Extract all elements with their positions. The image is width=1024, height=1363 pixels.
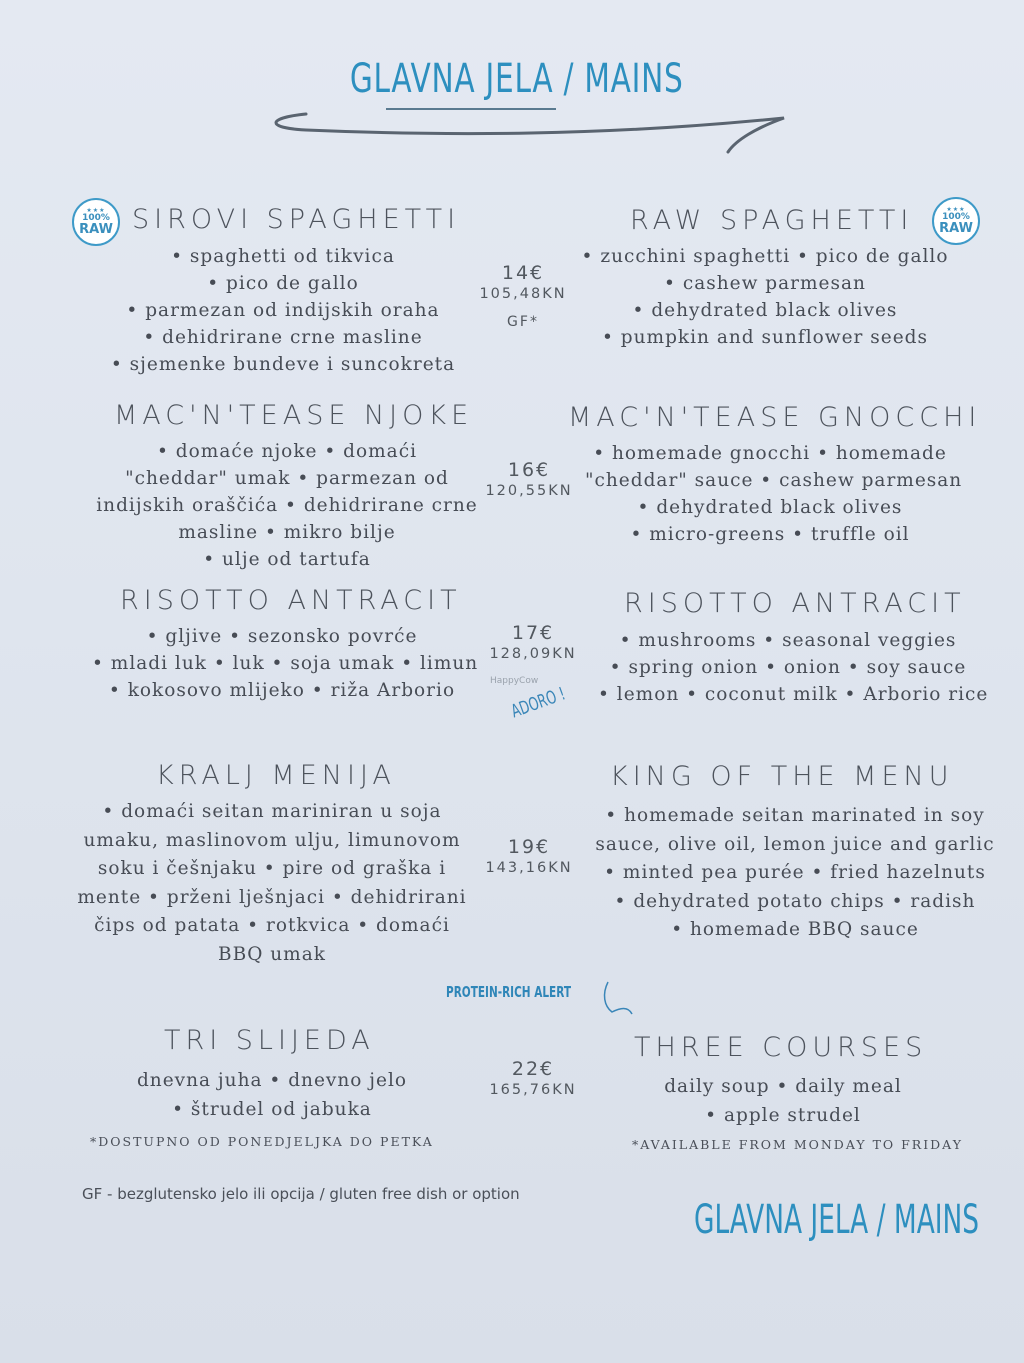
dish-ingredients-hr: • domaće njoke • domaći "cheddar" umak • parmezan od indijskih oraščića • dehidrirane crne masline • mikro bilje • ulje od tartufa <box>96 441 478 570</box>
adoro-annotation: ADORO ! <box>508 683 569 723</box>
price-kn: 120,55KN <box>485 483 573 499</box>
dish-ingredients-hr: • gljive • sezonsko povrće • mladi luk • luk • soja umak • limun • kokosovo mlijeko • riža Arborio <box>92 626 479 701</box>
dish-title-hr: TRI SLIJEDA <box>164 1025 375 1056</box>
title-swoosh <box>266 106 786 156</box>
footer-title: GLAVNA JELA / MAINS <box>694 1197 980 1243</box>
dish-title-hr: MAC'N'TEASE NJOKE <box>114 400 474 431</box>
availability-note-hr: *DOSTUPNO OD PONEDJELJKA DO PETKA <box>90 1134 434 1149</box>
watermark: HappyCow <box>490 676 539 686</box>
dish-price <box>474 836 584 876</box>
dish-ingredients-hr: dnevna juha • dnevno jelo • štrudel od jabuka <box>136 1070 408 1120</box>
dish-ingredients-en: • zucchini spaghetti • pico de gallo • cashew parmesan • dehydrated black olives • pumpkin and sunflower seeds <box>581 246 949 348</box>
leaf-doodle <box>598 978 634 1018</box>
price-eur: 19€ <box>507 836 551 858</box>
dish-title-en: THREE COURSES <box>634 1032 928 1063</box>
dish-title-hr: SIROVI SPAGHETTI <box>132 204 461 235</box>
price-eur: 17€ <box>511 622 555 644</box>
price-kn: 143,16KN <box>485 860 573 876</box>
dish-title-hr: RISOTTO ANTRACIT <box>120 585 462 616</box>
price-eur: 16€ <box>507 459 551 481</box>
dish-title-en: RAW SPAGHETTI <box>630 205 914 236</box>
dish-ingredients-en: daily soup • daily meal • apple strudel <box>664 1076 902 1126</box>
price-kn: 128,09KN <box>489 646 577 662</box>
dish-ingredients-en: • homemade gnocchi • homemade "cheddar" sauce • cashew parmesan • dehydrated black olives • micro-greens • truffle oil <box>585 443 963 545</box>
dish-title-hr: KRALJ MENIJA <box>156 760 396 791</box>
dish-price <box>478 1058 588 1098</box>
price-eur: 14€ <box>501 262 545 284</box>
raw-badge-left: ★★★ 100% RAW <box>72 198 120 246</box>
price-kn: 165,76KN <box>489 1082 577 1098</box>
availability-note-en: *AVAILABLE FROM MONDAY TO FRIDAY <box>632 1137 963 1152</box>
gluten-free-legend: GF - bezglutensko jelo ili opcija / gluten free dish or option <box>82 1185 520 1203</box>
dish-title-en: MAC'N'TEASE GNOCCHI <box>568 402 982 433</box>
price-eur: 22€ <box>511 1058 555 1080</box>
dish-ingredients-hr: • domaći seitan mariniran u soja umaku, maslinovom ulju, limunovom soku i češnjaku • pire od graška i mente • prženi lješnjaci • dehidrirani čips od patata • rotkvica • domaći BBQ umak <box>77 801 467 965</box>
dish-title-en: KING OF THE MENU <box>610 761 954 792</box>
gf-marker: GF* <box>507 314 539 330</box>
page-title: GLAVNA JELA / MAINS <box>349 56 684 102</box>
dish-price <box>474 459 584 499</box>
dish-ingredients-en: • mushrooms • seasonal veggies • spring onion • onion • soy sauce • lemon • coconut milk • Arborio rice <box>598 630 989 705</box>
dish-ingredients-en: • homemade seitan marinated in soy sauce, olive oil, lemon juice and garlic • minted pea purée • fried hazelnuts • dehydrated potato chips • radish • homemade BBQ sauce <box>595 805 995 940</box>
dish-ingredients-hr: • spaghetti od tikvica • pico de gallo • parmezan od indijskih oraha • dehidrirane crne masline • sjemenke bundeve i suncokreta <box>110 246 456 375</box>
dish-price <box>468 262 578 330</box>
dish-price <box>478 622 588 662</box>
raw-badge-right: ★★★ 100% RAW <box>932 197 980 245</box>
dish-title-en: RISOTTO ANTRACIT <box>624 588 966 619</box>
price-kn: 105,48KN <box>479 286 567 302</box>
protein-alert-annotation: PROTEIN-RICH ALERT <box>446 983 572 1001</box>
